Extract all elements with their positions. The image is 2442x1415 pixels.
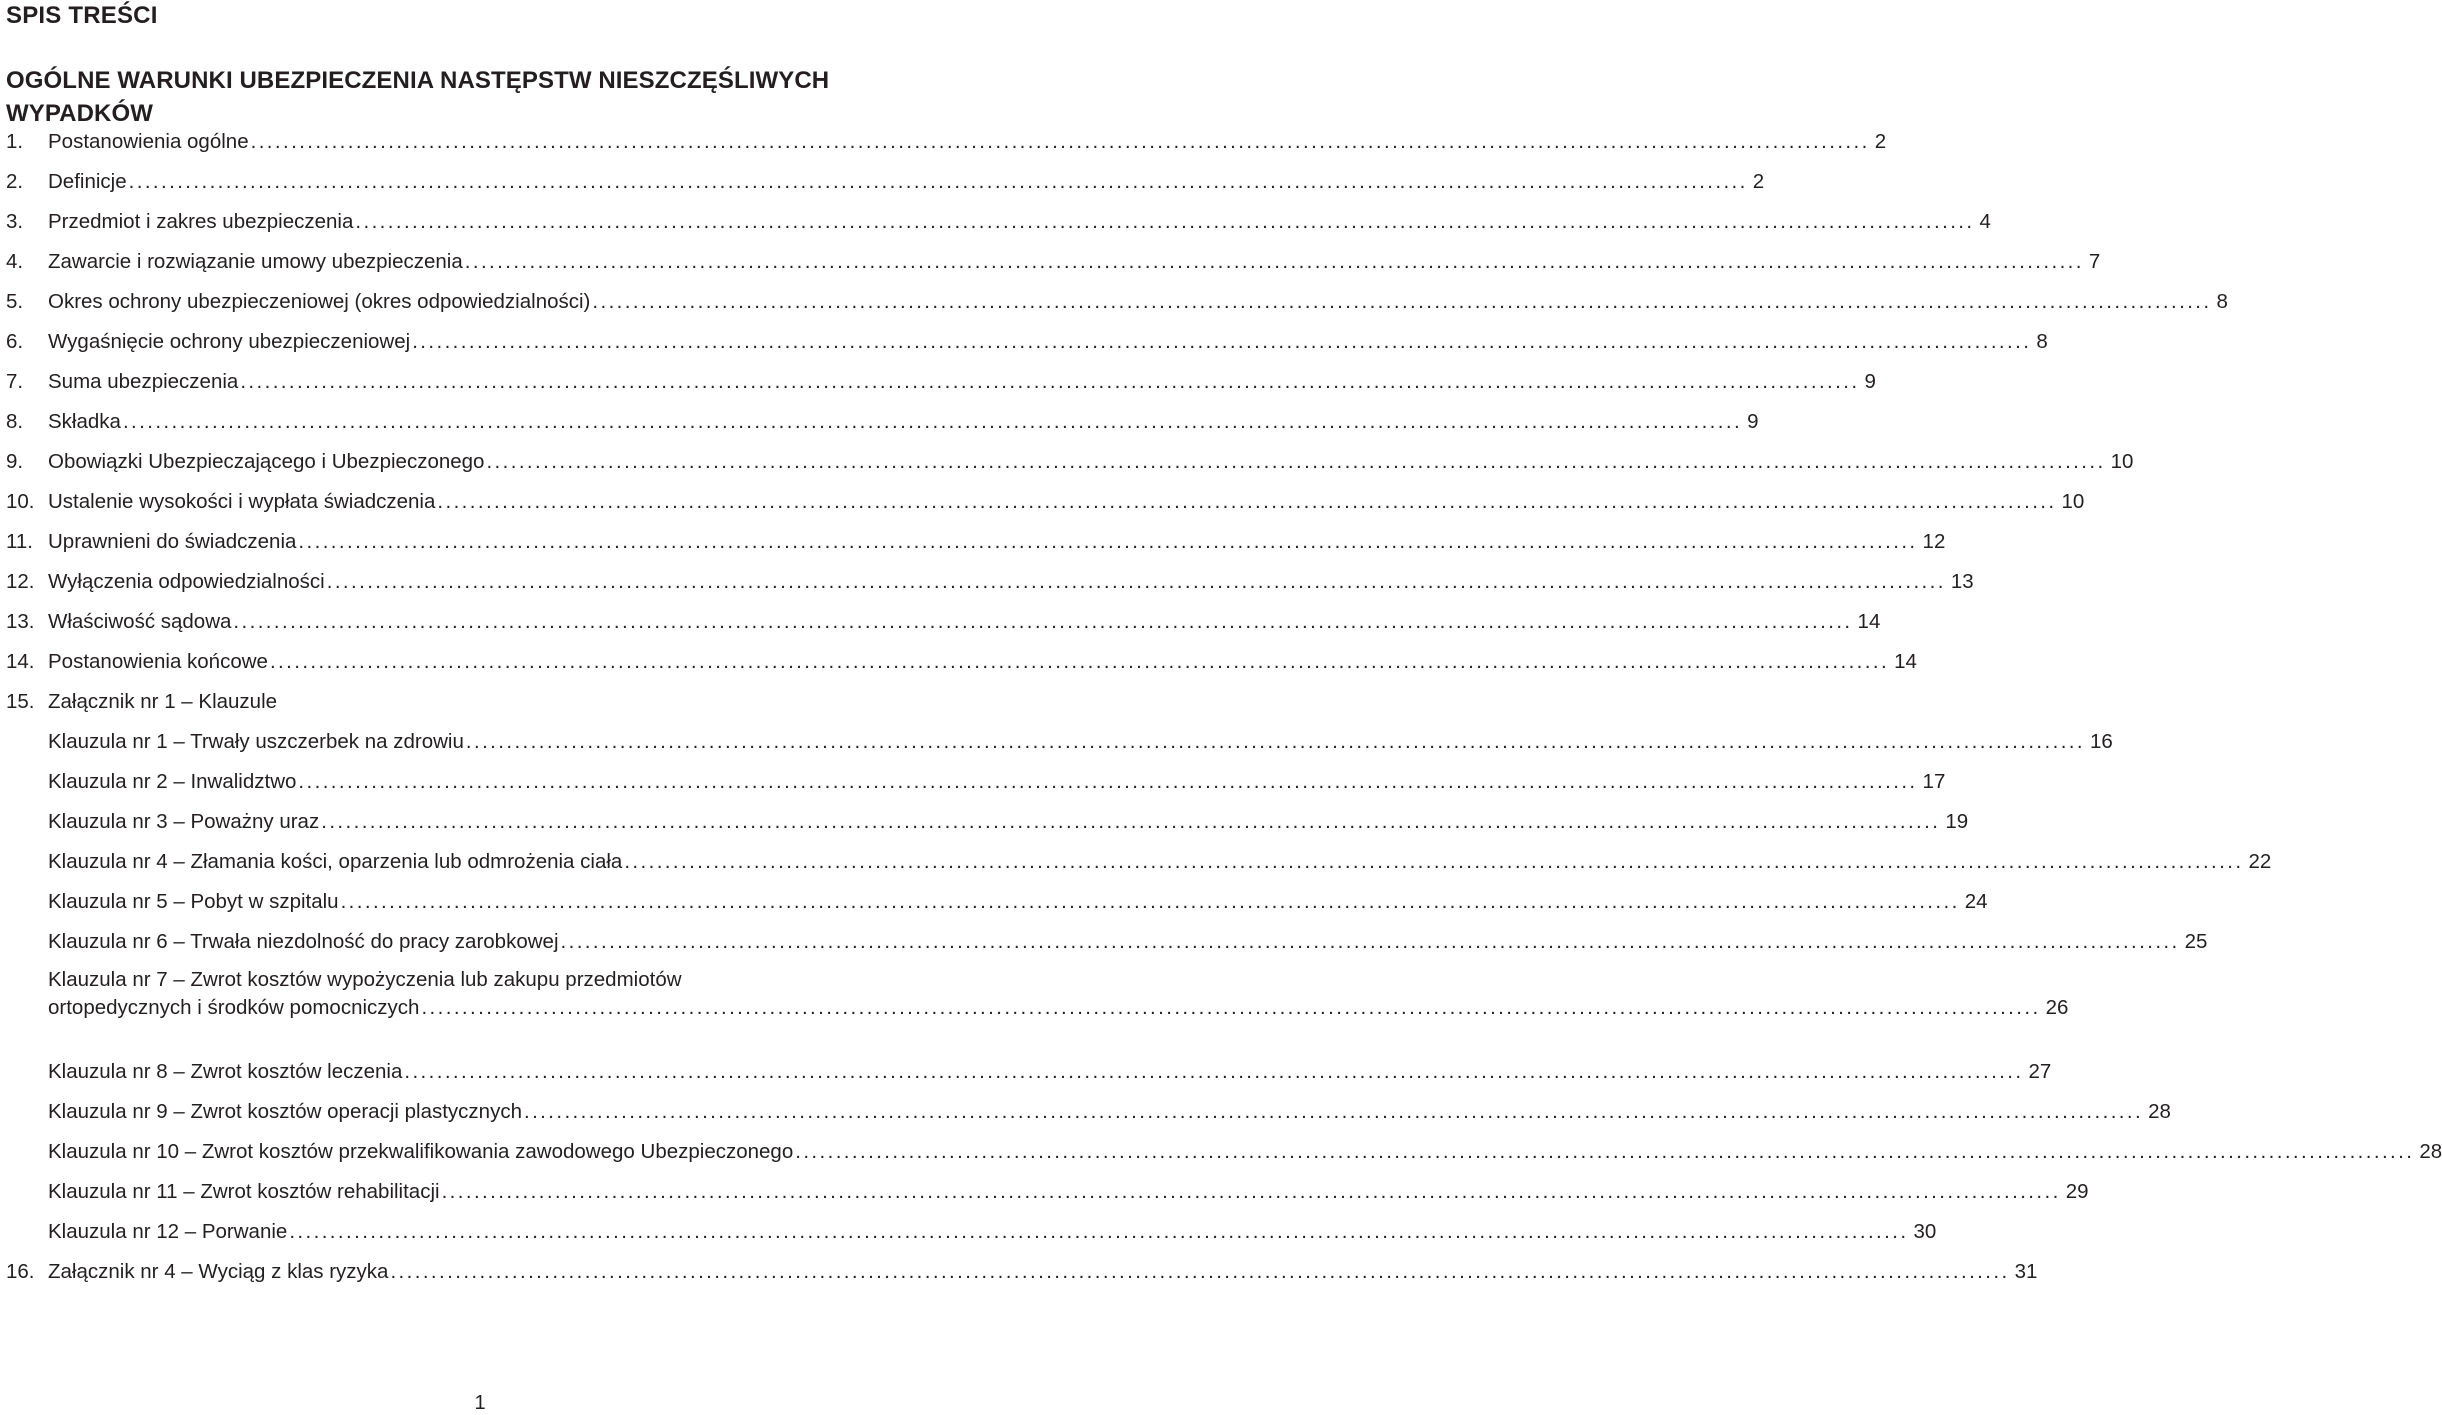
toc-entry-body xyxy=(48,526,1946,558)
toc-entry-page: 14 xyxy=(1894,650,1917,673)
toc-entry-title: Klauzula nr 6 – Trwała niezdolność do pracy zarobkowej xyxy=(48,930,559,953)
toc-entry-page: 30 xyxy=(1913,1220,1937,1243)
toc-entry-page: 2 xyxy=(1752,170,1765,193)
toc-entry-page: 14 xyxy=(1857,610,1881,633)
toc-entry-title: Klauzula nr 4 – Złamania kości, oparzenia lub odmrożenia ciała xyxy=(48,850,623,873)
toc-entry-body xyxy=(48,246,2101,278)
toc-entry-title: Klauzula nr 3 – Poważny uraz xyxy=(48,810,320,833)
toc-dot-leader: ........................................................................................................................................................................................................ xyxy=(412,330,2032,353)
toc-entry xyxy=(0,166,1765,198)
toc-entry xyxy=(0,286,2228,318)
toc-entry xyxy=(0,1176,2089,1208)
toc-entry-page: 31 xyxy=(2014,1260,2038,1283)
toc-entry xyxy=(0,406,1759,438)
toc-entry-body xyxy=(48,646,1917,678)
toc-entry-body xyxy=(48,606,1881,638)
toc-entry-title: Składka xyxy=(48,410,121,433)
toc-entry-page: 22 xyxy=(2248,850,2272,873)
toc-entry-body xyxy=(48,566,1974,598)
page-number: 1 xyxy=(474,1392,486,1414)
toc-entry-page: 12 xyxy=(1922,530,1946,553)
toc-entry-page: 16 xyxy=(2090,730,2113,753)
toc-entry-page: 27 xyxy=(2028,1060,2052,1083)
toc-entry-title: Klauzula nr 8 – Zwrot kosztów leczenia xyxy=(48,1060,403,1083)
toc-dot-leader: ........................................................................................................................................................................................................ xyxy=(465,730,2086,753)
toc-entry-title: Uprawnieni do świadczenia xyxy=(48,530,297,553)
toc-entry-body xyxy=(48,1056,2052,1088)
toc-entry xyxy=(0,886,1988,918)
toc-entry-page: 17 xyxy=(1922,770,1946,793)
toc-entry-title: Klauzula nr 12 – Porwanie xyxy=(48,1220,288,1243)
toc-entry-number: 14. xyxy=(6,650,35,673)
toc-entry xyxy=(0,1056,2052,1088)
toc-dot-leader: ........................................................................................................................................................................................................ xyxy=(486,450,2106,473)
toc-entry-title: Zawarcie i rozwiązanie umowy ubezpieczenia xyxy=(48,250,463,273)
toc-entry-body xyxy=(48,966,2069,1022)
toc-entry xyxy=(0,1136,2442,1168)
toc-entry-page: 13 xyxy=(1950,570,1974,593)
toc-entry-title: Okres ochrony ubezpieczeniowej (okres odpowiedzialności) xyxy=(48,290,591,313)
toc-entry-title: Klauzula nr 2 – Inwalidztwo xyxy=(48,770,297,793)
document-title: OGÓLNE WARUNKI UBEZPIECZENIA NASTĘPSTW NIESZCZĘŚLIWYCH WYPADKÓW xyxy=(6,67,830,127)
toc-entry-page: 26 xyxy=(2045,996,2069,1019)
toc-entry xyxy=(0,1216,1937,1248)
toc-dot-leader: ........................................................................................................................................................................................................ xyxy=(326,570,1946,593)
toc-entry-title: Przedmiot i zakres ubezpieczenia xyxy=(48,210,354,233)
toc-entry-page: 4 xyxy=(1979,210,1991,233)
toc-dot-leader: ........................................................................................................................................................................................................ xyxy=(233,610,1853,633)
toc-dot-leader: ........................................................................................................................................................................................................ xyxy=(298,530,1918,553)
toc-entry-page: 7 xyxy=(2088,250,2101,273)
toc-entry-number: 4. xyxy=(6,250,24,273)
toc-entry-title: Właściwość sądowa xyxy=(48,610,232,633)
toc-entry-body xyxy=(48,806,1969,838)
toc-heading: SPIS TREŚCI xyxy=(6,2,158,29)
toc-entry xyxy=(0,366,1876,398)
toc-entry-number: 6. xyxy=(6,330,24,353)
toc-dot-leader: ........................................................................................................................................................................................................ xyxy=(560,930,2180,953)
toc-entry-page: 8 xyxy=(2216,290,2228,313)
toc-entry-title: Klauzula nr 5 – Pobyt w szpitalu xyxy=(48,890,339,913)
toc-entry xyxy=(0,766,1946,798)
toc-entry xyxy=(0,486,2085,518)
toc-entry-body xyxy=(48,486,2085,518)
toc-dot-leader: ........................................................................................................................................................................................................ xyxy=(269,650,1890,673)
toc-dot-leader: ........................................................................................................................................................................................................ xyxy=(624,850,2244,873)
toc-entry-page: 29 xyxy=(2065,1180,2089,1203)
toc-entry-body xyxy=(48,1096,2171,1128)
toc-dot-leader: ........................................................................................................................................................................................................ xyxy=(250,130,1870,153)
toc-dot-leader: ........................................................................................................................................................................................................ xyxy=(437,490,2057,513)
toc-entry-page: 9 xyxy=(1747,410,1759,433)
toc-entry xyxy=(0,206,1991,238)
toc-entry-title: Klauzula nr 11 – Zwrot kosztów rehabilitacji xyxy=(48,1180,440,1203)
toc-entry-title: Klauzula nr 9 – Zwrot kosztów operacji plastycznych xyxy=(48,1100,522,1123)
toc-entry-body xyxy=(48,846,2272,878)
toc-entry xyxy=(0,126,1887,158)
toc-entry-body xyxy=(48,286,2228,318)
toc-entry-title: Suma ubezpieczenia xyxy=(48,370,239,393)
toc-entry-number: 3. xyxy=(6,210,24,233)
toc-entry-number: 16. xyxy=(6,1260,35,1283)
toc-entry-page: 28 xyxy=(2419,1140,2442,1163)
toc-entry-body xyxy=(48,766,1946,798)
toc-entry-number: 9. xyxy=(6,450,24,473)
toc-entry-body xyxy=(48,446,2134,478)
toc-entry-title: Definicje xyxy=(48,170,127,193)
toc-dot-leader: ........................................................................................................................................................................................................ xyxy=(592,290,2212,313)
toc-dot-leader: ........................................................................................................................................................................................................ xyxy=(390,1260,2010,1283)
toc-entry xyxy=(0,326,2048,358)
toc-entry-page: 9 xyxy=(1864,370,1876,393)
toc-entry-title: Postanowienia ogólne xyxy=(48,130,249,153)
toc-dot-leader: ........................................................................................................................................................................................................ xyxy=(441,1180,2061,1203)
toc-entry-body xyxy=(48,326,2048,358)
toc-entry xyxy=(0,246,2101,278)
toc-entry-number: 12. xyxy=(6,570,35,593)
toc-entry xyxy=(0,526,1946,558)
toc-dot-leader: ........................................................................................................................................................................................................ xyxy=(240,370,1860,393)
toc-entry-number: 5. xyxy=(6,290,24,313)
toc-entry xyxy=(0,846,2272,878)
toc-entry-body xyxy=(48,126,1887,158)
toc-entry-body xyxy=(48,1136,2442,1168)
toc-entry-number: 10. xyxy=(6,490,35,513)
toc-entry-body xyxy=(48,726,2113,758)
toc-entry xyxy=(0,726,2113,758)
toc-entry-body xyxy=(48,166,1765,198)
toc-dot-leader: ........................................................................................................................................................................................................ xyxy=(289,1220,1909,1243)
toc-dot-leader: ........................................................................................................................................................................................................ xyxy=(122,410,1743,433)
toc-entry xyxy=(0,966,2069,1022)
toc-entry-number: 13. xyxy=(6,610,35,633)
toc-entry-page: 19 xyxy=(1945,810,1969,833)
toc-entry xyxy=(0,446,2134,478)
toc-dot-leader: ........................................................................................................................................................................................................ xyxy=(128,170,1748,193)
toc-entry-page: 2 xyxy=(1874,130,1887,153)
toc-entry-title: Załącznik nr 4 – Wyciąg z klas ryzyka xyxy=(48,1260,389,1283)
toc-dot-leader: ........................................................................................................................................................................................................ xyxy=(464,250,2084,273)
toc-entry xyxy=(0,806,1969,838)
toc-dot-leader: ........................................................................................................................................................................................................ xyxy=(404,1060,2024,1083)
toc-entry-title: Wyłączenia odpowiedzialności xyxy=(48,570,325,593)
toc-entry-number: 15. xyxy=(6,690,35,713)
toc-entry-body xyxy=(48,886,1988,918)
toc-dot-leader: ........................................................................................................................................................................................................ xyxy=(795,1140,2415,1163)
toc-entry-page: 28 xyxy=(2148,1100,2171,1123)
toc-entry-title: ortopedycznych i środków pomocniczych xyxy=(48,996,420,1019)
toc-entry-body xyxy=(48,1256,2038,1288)
toc-entry-body xyxy=(48,206,1991,238)
toc-dot-leader: ........................................................................................................................................................................................................ xyxy=(523,1100,2144,1123)
toc-entry-body xyxy=(48,1176,2089,1208)
toc-entry-body xyxy=(48,686,958,718)
toc-entry-line xyxy=(48,994,2069,1022)
toc-entry-title: Postanowienia końcowe xyxy=(48,650,268,673)
toc-entry-page: 10 xyxy=(2110,450,2134,473)
toc-entry-title: Klauzula nr 7 – Zwrot kosztów wypożyczenia lub zakupu przedmiotów xyxy=(48,968,682,991)
toc-dot-leader: ........................................................................................................................................................................................................ xyxy=(340,890,1960,913)
toc-entry-title: Ustalenie wysokości i wypłata świadczenia xyxy=(48,490,436,513)
toc-entry-page: 8 xyxy=(2036,330,2048,353)
toc-entry-page: 10 xyxy=(2061,490,2085,513)
toc-entry-page: 24 xyxy=(1964,890,1988,913)
toc-entry xyxy=(0,566,1974,598)
toc-entry-title: Obowiązki Ubezpieczającego i Ubezpieczonego xyxy=(48,450,485,473)
toc-entry xyxy=(0,646,1917,678)
toc-entry-number: 1. xyxy=(6,130,24,153)
toc-entry-title: Wygaśnięcie ochrony ubezpieczeniowej xyxy=(48,330,411,353)
toc-entry xyxy=(0,686,960,718)
toc-entry xyxy=(0,1256,2038,1288)
toc-entry xyxy=(0,926,2208,958)
toc-entry-number: 8. xyxy=(6,410,24,433)
toc-entry xyxy=(0,1096,2171,1128)
toc-dot-leader: ........................................................................................................................................................................................................ xyxy=(321,810,1941,833)
toc-entry-body xyxy=(48,366,1876,398)
toc-entry-body xyxy=(48,406,1759,438)
toc-entry xyxy=(0,606,1881,638)
toc-entry-body xyxy=(48,926,2208,958)
toc-entry-body xyxy=(48,1216,1937,1248)
toc-dot-leader: ........................................................................................................................................................................................................ xyxy=(421,996,2041,1019)
toc-dot-leader: ........................................................................................................................................................................................................ xyxy=(355,210,1975,233)
toc-entry-line xyxy=(48,966,958,994)
toc-entry-page: 25 xyxy=(2184,930,2208,953)
toc-entry-title: Klauzula nr 1 – Trwały uszczerbek na zdrowiu xyxy=(48,730,464,753)
toc-entry-title: Załącznik nr 1 – Klauzule xyxy=(48,690,278,713)
toc-entry-number: 11. xyxy=(6,530,33,553)
toc-entry-title: Klauzula nr 10 – Zwrot kosztów przekwalifikowania zawodowego Ubezpieczonego xyxy=(48,1140,794,1163)
toc-entry-number: 7. xyxy=(6,370,24,393)
toc-dot-leader: ........................................................................................................................................................................................................ xyxy=(298,770,1918,793)
toc-entry-number: 2. xyxy=(6,170,24,193)
